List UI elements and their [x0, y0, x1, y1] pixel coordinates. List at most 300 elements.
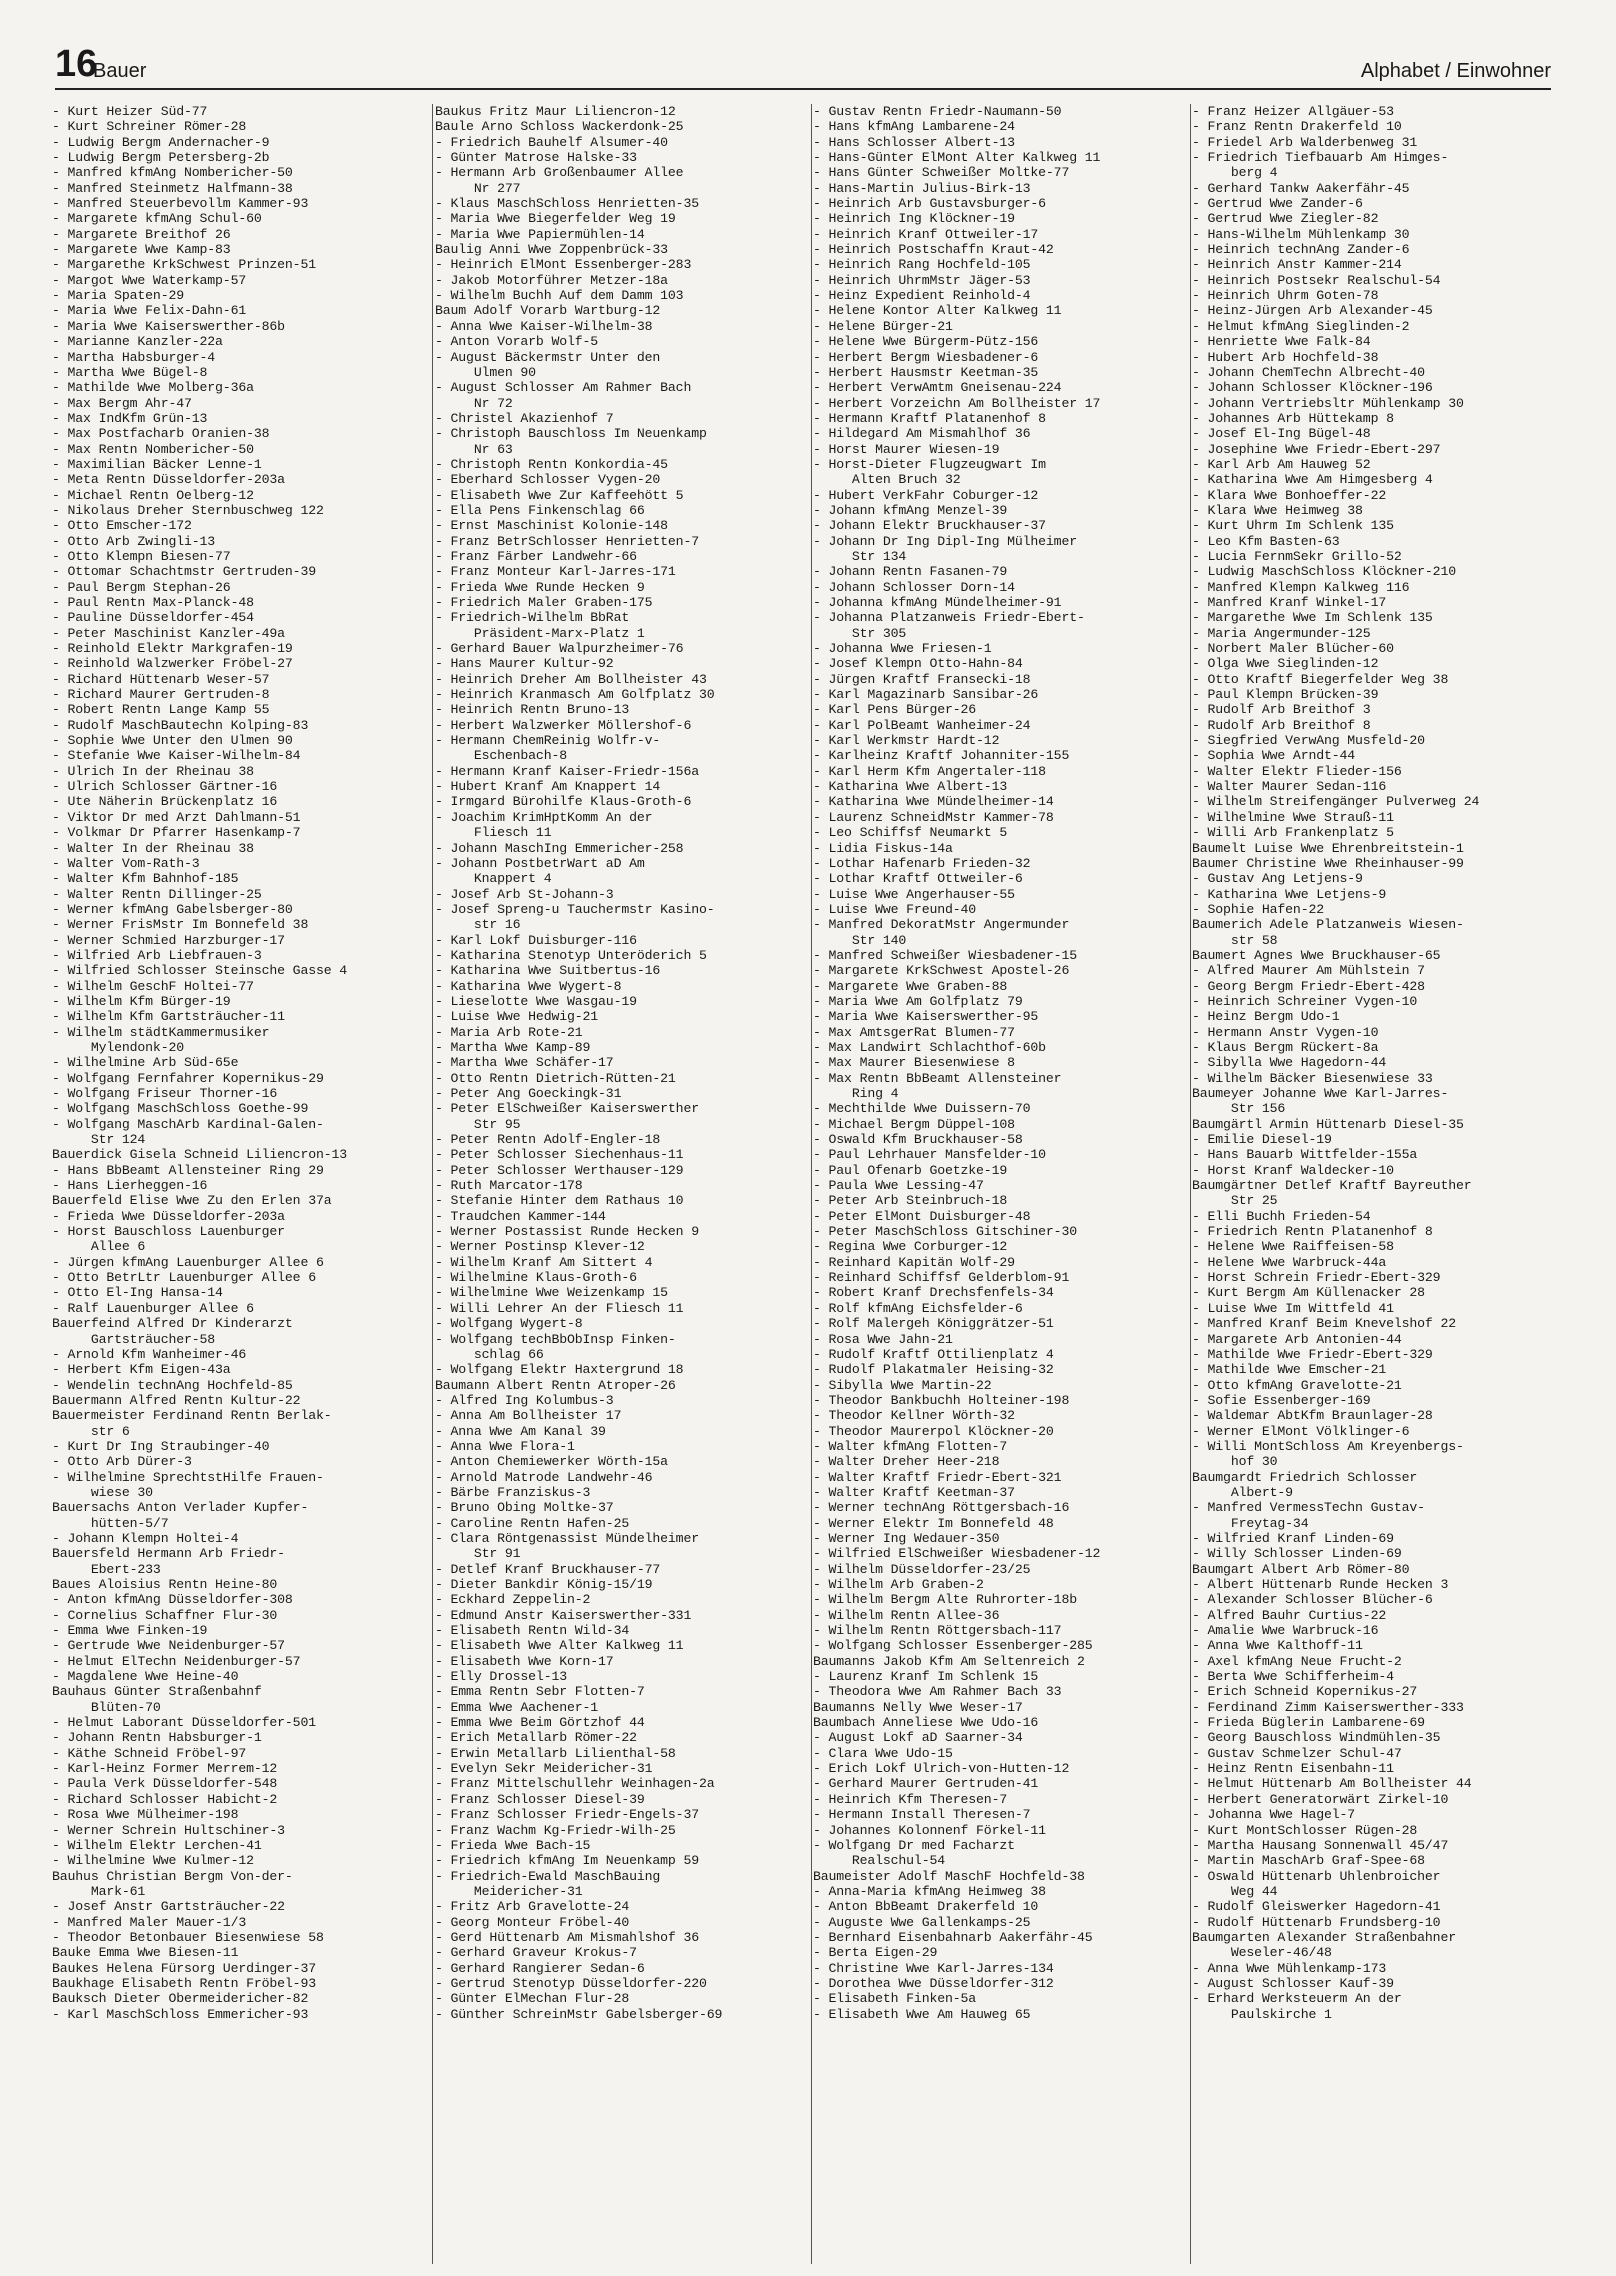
directory-entry: - Wilfried Kranf Linden-69 [1192, 1530, 1394, 1546]
directory-entry: - Heinz Rentn Eisenbahn-11 [1192, 1761, 1394, 1777]
directory-entry: - Karl Magazinarb Sansibar-26 [813, 687, 1039, 703]
directory-entry: - Wilhelmine Klaus-Groth-6 [435, 1270, 637, 1286]
directory-entry: - Maria Angermunder-125 [1192, 625, 1371, 641]
directory-entry: - Heinrich Rentn Bruno-13 [435, 702, 630, 718]
directory-entry: str 6 [52, 1423, 130, 1439]
directory-entry: - Walter Kraftf Keetman-37 [813, 1484, 1015, 1500]
directory-entry: - Irmgard Bürohilfe Klaus-Groth-6 [435, 794, 692, 810]
directory-entry: Baumert Agnes Wwe Bruckhauser-65 [1192, 947, 1441, 963]
directory-entry: berg 4 [1192, 165, 1278, 181]
directory-entry: - Johannes Kolonnenf Förkel-11 [813, 1822, 1046, 1838]
directory-entry: - Lothar Hafenarb Frieden-32 [813, 855, 1031, 871]
directory-entry: - Eberhard Schlosser Vygen-20 [435, 472, 661, 488]
directory-entry: - Hubert VerkFahr Coburger-12 [813, 487, 1039, 503]
directory-entry: - Katharina Wwe Suitbertus-16 [435, 963, 661, 979]
directory-entry: - Katharina Wwe Mündelheimer-14 [813, 794, 1054, 810]
directory-entry: - Wilhelmine Wwe Weizenkamp 15 [435, 1285, 668, 1301]
directory-entry: - Herbert Walzwerker Möllershof-6 [435, 717, 692, 733]
directory-entry: Weseler-46/48 [1192, 1945, 1332, 1961]
directory-entry: - Horst Schrein Friedr-Ebert-329 [1192, 1270, 1441, 1286]
directory-entry: - Edmund Anstr Kaiserswerther-331 [435, 1607, 692, 1623]
directory-entry: Nr 277 [435, 180, 521, 196]
directory-column-1 [52, 104, 424, 2264]
directory-entry: Baule Arno Schloss Wackerdonk-25 [435, 119, 684, 135]
directory-entry: - Emilie Diesel-19 [1192, 1132, 1332, 1148]
directory-entry: - Rosa Wwe Jahn-21 [813, 1331, 953, 1347]
directory-entry: - Leo Schiffsf Neumarkt 5 [813, 825, 1008, 841]
directory-entry: - Nikolaus Dreher Sternbuschweg 122 [52, 502, 324, 518]
directory-entry: - Katharina Wwe Albert-13 [813, 779, 1008, 795]
directory-entry: - Helene Wwe Raiffeisen-58 [1192, 1239, 1394, 1255]
directory-entry: - Friedrich Maler Graben-175 [435, 595, 653, 610]
directory-entry: - Christoph Bauschloss Im Neuenkamp [435, 426, 707, 442]
directory-entry: - Manfred Klempn Kalkweg 116 [1192, 579, 1410, 595]
directory-entry: - Heinrich Dreher Am Bollheister 43 [435, 671, 707, 687]
directory-entry: Nr 63 [435, 441, 513, 457]
directory-entry: - Wilhelm Rentn Röttgersbach-117 [813, 1623, 1062, 1639]
directory-entry: - Wilhelm Kranf Am Sittert 4 [435, 1254, 653, 1270]
directory-entry: - Anna Wwe Kaiser-Wilhelm-38 [435, 318, 653, 334]
directory-entry: - Peter MaschSchloss Gitschiner-30 [813, 1224, 1077, 1240]
directory-entry: Allee 6 [52, 1239, 146, 1255]
directory-entry: - Hermann Kranf Kaiser-Friedr-156a [435, 763, 699, 779]
directory-entry: - Theodor Maurerpol Klöckner-20 [813, 1423, 1054, 1439]
directory-entry: - Alfred Bauhr Curtius-22 [1192, 1607, 1387, 1623]
directory-entry: - Werner kfmAng Gabelsberger-80 [52, 901, 293, 917]
directory-entry: Nr 72 [435, 395, 513, 411]
directory-entry: - Elli Buchh Frieden-54 [1192, 1208, 1371, 1224]
directory-entry: - Michael Rentn Oelberg-12 [52, 487, 254, 503]
directory-entry: - Paul Bergm Stephan-26 [52, 579, 231, 595]
directory-entry: - Anna Wwe Am Kanal 39 [435, 1423, 606, 1439]
directory-entry: Str 91 [435, 1546, 521, 1562]
directory-entry: - Reinhard Schiffsf Gelderblom-91 [813, 1270, 1070, 1286]
directory-entry: - Kurt Heizer Süd-77 [52, 104, 208, 119]
directory-entry: hütten-5/7 [52, 1515, 169, 1531]
directory-entry: - Sophie Wwe Unter den Ulmen 90 [52, 733, 293, 749]
directory-entry: Präsident-Marx-Platz 1 [435, 625, 645, 641]
directory-entry: - Gerhard Rangierer Sedan-6 [435, 1960, 645, 1976]
directory-entry: - Manfred Steinmetz Halfmann-38 [52, 180, 293, 196]
directory-entry: - Wilhelm Arb Graben-2 [813, 1577, 984, 1592]
directory-entry: - Frieda Wwe Düsseldorfer-203a [52, 1208, 285, 1224]
directory-entry: - August Schlosser Am Rahmer Bach [435, 380, 692, 396]
directory-entry: - Bruno Obing Moltke-37 [435, 1500, 614, 1516]
directory-entry: - Lieselotte Wwe Wasgau-19 [435, 993, 637, 1009]
directory-entry: - Manfred DekoratMstr Angermunder [813, 917, 1070, 933]
directory-entry: - Frieda Büglerin Lambarene-69 [1192, 1715, 1425, 1731]
directory-entry: Baumeyer Johanne Wwe Karl-Jarres- [1192, 1086, 1449, 1101]
directory-entry: - Walter kfmAng Flotten-7 [813, 1438, 1008, 1454]
directory-entry: Fliesch 11 [435, 825, 552, 841]
directory-entry: - Heinrich Schreiner Vygen-10 [1192, 993, 1418, 1009]
directory-entry: - Maximilian Bäcker Lenne-1 [52, 456, 262, 472]
directory-entry: - Hans Maurer Kultur-92 [435, 656, 614, 672]
header-rule [55, 88, 1551, 90]
directory-entry: - Laurenz SchneidMstr Kammer-78 [813, 809, 1054, 825]
directory-entry: hof 30 [1192, 1454, 1278, 1470]
directory-entry: - Margarethe Wwe Im Schlenk 135 [1192, 610, 1433, 626]
directory-entry: - Sophia Wwe Arndt-44 [1192, 748, 1356, 764]
directory-entry: Bauke Emma Wwe Biesen-11 [52, 1945, 239, 1961]
directory-entry: - Johann Klempn Holtei-4 [52, 1530, 239, 1546]
directory-entry: - Walter Rentn Dillinger-25 [52, 886, 262, 902]
directory-entry: - Johann Elektr Bruckhauser-37 [813, 518, 1046, 534]
directory-entry: - Anna-Maria kfmAng Heimweg 38 [813, 1883, 1046, 1899]
directory-entry: - Johann kfmAng Menzel-39 [813, 502, 1008, 518]
directory-entry: - Siegfried VerwAng Musfeld-20 [1192, 733, 1425, 749]
directory-entry: - Mathilde Wwe Emscher-21 [1192, 1362, 1387, 1378]
directory-entry: - Gustav Rentn Friedr-Naumann-50 [813, 104, 1062, 119]
directory-entry: - Klaus Bergm Rückert-8a [1192, 1039, 1379, 1055]
directory-entry: - Johann Rentn Fasanen-79 [813, 564, 1008, 580]
directory-entry: - Heinrich Kranf Ottweiler-17 [813, 226, 1039, 242]
directory-entry: - Peter Schlosser Werthauser-129 [435, 1162, 684, 1178]
directory-entry: - Lucia FernmSekr Grillo-52 [1192, 548, 1402, 564]
directory-entry: - Wolfgang Fernfahrer Kopernikus-29 [52, 1070, 324, 1086]
directory-entry: - Ralf Lauenburger Allee 6 [52, 1300, 254, 1316]
directory-entry: - Heinrich Rang Hochfeld-105 [813, 257, 1031, 273]
directory-entry: - Rudolf MaschBautechn Kolping-83 [52, 717, 309, 733]
directory-entry: - Emma Wwe Beim Görtzhof 44 [435, 1715, 645, 1731]
directory-entry: - Wolfgang Dr med Facharzt [813, 1837, 1015, 1853]
directory-entry: - Horst Kranf Waldecker-10 [1192, 1162, 1394, 1178]
directory-entry: - Hubert Kranf Am Knappert 14 [435, 779, 661, 795]
directory-entry: - Werner Schrein Hultschiner-3 [52, 1822, 285, 1838]
directory-entry: - Frieda Wwe Bach-15 [435, 1837, 591, 1853]
directory-entry: - Eckhard Zeppelin-2 [435, 1592, 591, 1608]
directory-entry: - Martha Hausang Sonnenwall 45/47 [1192, 1837, 1449, 1853]
directory-entry: Weg 44 [1192, 1883, 1278, 1899]
directory-entry: - Wolfgang MaschSchloss Goethe-99 [52, 1101, 309, 1117]
directory-entry: - Josephine Wwe Friedr-Ebert-297 [1192, 441, 1441, 457]
directory-entry: Baukhage Elisabeth Rentn Fröbel-93 [52, 1975, 316, 1991]
directory-entry: - Kurt Uhrm Im Schlenk 135 [1192, 518, 1394, 534]
directory-entry: Bauhus Christian Bergm Von-der- [52, 1868, 293, 1884]
directory-entry: Bauerfeind Alfred Dr Kinderarzt [52, 1316, 293, 1332]
directory-entry: Baukes Helena Fürsorg Uerdinger-37 [52, 1960, 316, 1976]
directory-entry: - Heinrich Kfm Theresen-7 [813, 1791, 1008, 1807]
directory-entry: - Martha Habsburger-4 [52, 349, 216, 365]
directory-entry: - Rudolf Gleiswerker Hagedorn-41 [1192, 1899, 1441, 1915]
directory-entry: - Ludwig Bergm Andernacher-9 [52, 134, 270, 150]
directory-entry: - Anton kfmAng Düsseldorfer-308 [52, 1592, 293, 1608]
directory-entry: - Elisabeth Wwe Alter Kalkweg 11 [435, 1638, 684, 1654]
directory-entry: Bauksch Dieter Obermeidericher-82 [52, 1991, 309, 2007]
directory-entry: - Wilhelm Kfm Gartsträucher-11 [52, 1009, 285, 1025]
directory-entry: - Helene Wwe Bürgerm-Pütz-156 [813, 334, 1039, 350]
directory-entry: - Robert Kranf Drechsfenfels-34 [813, 1285, 1054, 1301]
directory-entry: - Lothar Kraftf Ottweiler-6 [813, 871, 1023, 887]
directory-entry: - Friedrich Rentn Platanenhof 8 [1192, 1224, 1433, 1240]
directory-entry: - Gerhard Tankw Aakerfähr-45 [1192, 180, 1410, 196]
directory-entry: - Willi Lehrer An der Fliesch 11 [435, 1300, 684, 1316]
directory-entry: - Elisabeth Wwe Korn-17 [435, 1653, 614, 1669]
directory-entry: - Oswald Hüttenarb Uhlenbroicher [1192, 1868, 1441, 1884]
directory-entry: - Franz Schlosser Friedr-Engels-37 [435, 1807, 699, 1823]
directory-entry: - Alexander Schlosser Blücher-6 [1192, 1592, 1433, 1608]
directory-entry: - Heinrich Anstr Kammer-214 [1192, 257, 1402, 273]
directory-entry: - Martin MaschArb Graf-Spee-68 [1192, 1853, 1425, 1869]
directory-entry: - Martha Wwe Bügel-8 [52, 364, 208, 380]
directory-entry: - Margot Wwe Waterkamp-57 [52, 272, 247, 288]
directory-entry: - Mechthilde Wwe Duissern-70 [813, 1101, 1031, 1117]
directory-entry: Baumanns Nelly Wwe Weser-17 [813, 1699, 1023, 1715]
directory-entry: - Mathilde Wwe Molberg-36a [52, 380, 254, 396]
directory-entry: Bauhaus Günter Straßenbahnf [52, 1684, 262, 1700]
page-header [55, 42, 1551, 90]
directory-entry: - Heinrich Postschaffn Kraut-42 [813, 242, 1054, 258]
directory-entry: - Ottomar Schachtmstr Gertruden-39 [52, 564, 316, 580]
directory-entry: - Hermann Anstr Vygen-10 [1192, 1024, 1379, 1040]
directory-entry: Baumgärtner Detlef Kraftf Bayreuther [1192, 1178, 1472, 1194]
directory-entry: - Friedrich Bauhelf Alsumer-40 [435, 134, 668, 150]
directory-entry: - Karl Lokf Duisburger-116 [435, 932, 637, 948]
directory-entry: - Hans kfmAng Lambarene-24 [813, 119, 1015, 135]
directory-entry: - Karl Pens Bürger-26 [813, 702, 977, 718]
directory-entry: - Margarethe KrkSchwest Prinzen-51 [52, 257, 316, 273]
directory-entry: - Christoph Rentn Konkordia-45 [435, 456, 668, 472]
directory-entry: - Clara Wwe Udo-15 [813, 1745, 953, 1761]
directory-entry: - Katharina Wwe Am Himgesberg 4 [1192, 472, 1433, 488]
directory-entry: - Johann Dr Ing Dipl-Ing Mülheimer [813, 533, 1077, 549]
directory-entry: - Luise Wwe Im Wittfeld 41 [1192, 1300, 1394, 1316]
directory-entry: - Traudchen Kammer-144 [435, 1208, 606, 1224]
directory-entry: Albert-9 [1192, 1484, 1293, 1500]
directory-entry: - Manfred Maler Mauer-1/3 [52, 1914, 247, 1930]
directory-entry: - Wilhelm Rentn Allee-36 [813, 1607, 1000, 1623]
directory-entry: - Erich Lokf Ulrich-von-Hutten-12 [813, 1761, 1070, 1777]
directory-entry: - Johann MaschIng Emmericher-258 [435, 840, 684, 856]
directory-entry: - Wilhelm Bergm Alte Ruhrorter-18b [813, 1592, 1077, 1608]
directory-column-2 [435, 104, 807, 2264]
directory-entry: - Margarete Wwe Graben-88 [813, 978, 1008, 994]
directory-entry: Str 124 [52, 1132, 146, 1148]
directory-entry: - Helmut Hüttenarb Am Bollheister 44 [1192, 1776, 1472, 1792]
directory-entry: - Wilhelm GeschF Holtei-77 [52, 978, 254, 994]
directory-entry: - Manfred VermessTechn Gustav- [1192, 1500, 1425, 1516]
directory-entry: - Norbert Maler Blücher-60 [1192, 641, 1394, 657]
directory-entry: - Werner Schmied Harzburger-17 [52, 932, 285, 948]
directory-entry: - Jakob Motorführer Metzer-18a [435, 272, 668, 288]
directory-entry: - Emma Wwe Aachener-1 [435, 1699, 599, 1715]
directory-entry: - Emma Rentn Sebr Flotten-7 [435, 1684, 645, 1700]
directory-entry: - Heinrich Postsekr Realschul-54 [1192, 272, 1441, 288]
directory-entry: - Hans-Wilhelm Mühlenkamp 30 [1192, 226, 1410, 242]
directory-entry: - Maria Wwe Am Golfplatz 79 [813, 993, 1023, 1009]
directory-entry: - Peter ElMont Duisburger-48 [813, 1208, 1031, 1224]
directory-entry: - Herbert Generatorwärt Zirkel-10 [1192, 1791, 1449, 1807]
directory-entry: - Willi Arb Frankenplatz 5 [1192, 825, 1394, 841]
directory-entry: - Reinhard Kapitän Wolf-29 [813, 1254, 1015, 1270]
directory-entry: - Laurenz Kranf Im Schlenk 15 [813, 1669, 1039, 1685]
directory-entry: - Olga Wwe Sieglinden-12 [1192, 656, 1379, 672]
directory-entry: - Margarete Breithof 26 [52, 226, 231, 242]
directory-entry: - Rolf Malergeh Königgrätzer-51 [813, 1316, 1054, 1332]
directory-entry: - Maria Wwe Kaiserswerther-86b [52, 318, 285, 334]
directory-entry: - Johann ChemTechn Albrecht-40 [1192, 364, 1425, 380]
directory-entry: schlag 66 [435, 1346, 544, 1362]
directory-entry: - Peter Rentn Adolf-Engler-18 [435, 1132, 661, 1148]
directory-entry: Ring 4 [813, 1086, 899, 1101]
directory-entry: Baulig Anni Wwe Zoppenbrück-33 [435, 242, 668, 258]
directory-entry: - Paula Wwe Lessing-47 [813, 1178, 984, 1194]
directory-entry: Baumgardt Friedrich Schlosser [1192, 1469, 1418, 1485]
directory-entry: - Herbert Bergm Wiesbadener-6 [813, 349, 1039, 365]
directory-entry: - Magdalene Wwe Heine-40 [52, 1669, 239, 1685]
directory-entry: - Max Maurer Biesenwiese 8 [813, 1055, 1015, 1071]
directory-entry: - Karl Werkmstr Hardt-12 [813, 733, 1000, 749]
directory-entry: - Rudolf Hüttenarb Frundsberg-10 [1192, 1914, 1441, 1930]
directory-entry: - Wilhelmine Arb Süd-65e [52, 1055, 239, 1071]
directory-entry: Mylendonk-20 [52, 1039, 184, 1055]
directory-entry: - Georg Bergm Friedr-Ebert-428 [1192, 978, 1425, 994]
directory-entry: - Ulrich In der Rheinau 38 [52, 763, 254, 779]
directory-entry: - Paul Ofenarb Goetzke-19 [813, 1162, 1008, 1178]
directory-entry: - Luise Wwe Hedwig-21 [435, 1009, 599, 1025]
directory-entry: - Otto BetrLtr Lauenburger Allee 6 [52, 1270, 316, 1286]
directory-entry: - Max Landwirt Schlachthof-60b [813, 1039, 1046, 1055]
directory-entry: - Erich Metallarb Römer-22 [435, 1730, 637, 1746]
directory-entry: - Gertrude Wwe Neidenburger-57 [52, 1638, 285, 1654]
directory-entry: - Ute Näherin Brückenplatz 16 [52, 794, 278, 810]
directory-entry: - Manfred Steuerbevollm Kammer-93 [52, 196, 309, 212]
directory-entry: - Hildegard Am Mismahlhof 36 [813, 426, 1031, 442]
directory-entry: - Georg Monteur Fröbel-40 [435, 1914, 630, 1930]
directory-entry: - Johannes Arb Hüttekamp 8 [1192, 410, 1394, 426]
directory-entry: - Peter Schlosser Siechenhaus-11 [435, 1147, 684, 1163]
directory-entry: - Otto Kraftf Biegerfelder Weg 38 [1192, 671, 1449, 687]
directory-entry: - Theodor Betonbauer Biesenwiese 58 [52, 1929, 324, 1945]
directory-entry: Baumbach Anneliese Wwe Udo-16 [813, 1715, 1039, 1731]
directory-entry: - Hans Bauarb Wittfelder-155a [1192, 1147, 1418, 1163]
directory-entry: - Wilfried Arb Liebfrauen-3 [52, 947, 262, 963]
directory-entry: - Ludwig Bergm Petersberg-2b [52, 150, 270, 166]
directory-entry: - Klaus MaschSchloss Henrietten-35 [435, 196, 699, 212]
directory-entry: - Dorothea Wwe Düsseldorfer-312 [813, 1975, 1054, 1991]
directory-entry: - Heinrich Uhrm Goten-78 [1192, 288, 1379, 304]
directory-entry: - Gertrud Stenotyp Düsseldorfer-220 [435, 1975, 707, 1991]
directory-entry: Baumeister Adolf MaschF Hochfeld-38 [813, 1868, 1085, 1884]
directory-entry: - Bärbe Franziskus-3 [435, 1484, 591, 1500]
directory-entry: - Amalie Wwe Warbruck-16 [1192, 1623, 1379, 1639]
directory-entry: - Wolfgang Schlosser Essenberger-285 [813, 1638, 1093, 1654]
directory-entry: - Richard Maurer Gertruden-8 [52, 687, 270, 703]
directory-entry: Baumerich Adele Platzanweis Wiesen- [1192, 917, 1464, 933]
directory-entry: - Manfred Schweißer Wiesbadener-15 [813, 947, 1077, 963]
directory-entry: - Maria Wwe Felix-Dahn-61 [52, 303, 247, 319]
directory-entry: - Gustav Schmelzer Schul-47 [1192, 1745, 1402, 1761]
directory-entry: - Werner technAng Röttgersbach-16 [813, 1500, 1070, 1516]
directory-entry: - Kurt MontSchlosser Rügen-28 [1192, 1822, 1418, 1838]
directory-entry: - Erwin Metallarb Lilienthal-58 [435, 1745, 676, 1761]
directory-entry: - Maria Arb Rote-21 [435, 1024, 583, 1040]
directory-entry: - Hans-Günter ElMont Alter Kalkweg 11 [813, 150, 1101, 166]
directory-entry: - Hermann ChemReinig Wolfr-v- [435, 733, 661, 749]
directory-entry: - Gertrud Wwe Zander-6 [1192, 196, 1363, 212]
directory-entry: - Karl Herm Kfm Angertaler-118 [813, 763, 1046, 779]
directory-entry: - Peter ElSchweißer Kaiserswerther [435, 1101, 699, 1117]
directory-entry: - Otto kfmAng Gravelotte-21 [1192, 1377, 1402, 1393]
directory-entry: - Karl Arb Am Hauweg 52 [1192, 456, 1371, 472]
directory-entry: - Helmut Laborant Düsseldorfer-501 [52, 1715, 316, 1731]
directory-entry: - Wilfried Schlosser Steinsche Gasse 4 [52, 963, 348, 979]
directory-entry: - Arnold Matrode Landwehr-46 [435, 1469, 653, 1485]
directory-entry: - Leo Kfm Basten-63 [1192, 533, 1340, 549]
directory-entry: - Rudolf Arb Breithof 8 [1192, 717, 1371, 733]
directory-entry: - Alfred Maurer Am Mühlstein 7 [1192, 963, 1425, 979]
directory-entry: - Herbert Hausmstr Keetman-35 [813, 364, 1039, 380]
directory-entry: - Walter Maurer Sedan-116 [1192, 779, 1387, 795]
directory-entry: - Luise Wwe Freund-40 [813, 901, 977, 917]
directory-entry: - Ruth Marcator-178 [435, 1178, 583, 1194]
directory-entry: - Josef Spreng-u Tauchermstr Kasino- [435, 901, 715, 917]
directory-entry: - Peter Maschinist Kanzler-49a [52, 625, 285, 641]
directory-entry: - Margarete Arb Antonien-44 [1192, 1331, 1402, 1347]
directory-entry: - Elisabeth Finken-5a [813, 1991, 977, 2007]
directory-entry: - Rolf kfmAng Eichsfelder-6 [813, 1300, 1023, 1316]
directory-entry: - Bernhard Eisenbahnarb Aakerfähr-45 [813, 1929, 1093, 1945]
directory-entry: - Erhard Werksteuerm An der [1192, 1991, 1402, 2007]
directory-entry: wiese 30 [52, 1484, 153, 1500]
directory-entry: - Anton BbBeamt Drakerfeld 10 [813, 1899, 1039, 1915]
page-number: 16 [55, 43, 98, 85]
directory-entry: - Paul Lehrhauer Mansfelder-10 [813, 1147, 1046, 1163]
directory-entry: - August Lokf aD Saarner-34 [813, 1730, 1023, 1746]
directory-entry: - Wilhelm Streifengänger Pulverweg 24 [1192, 794, 1480, 810]
directory-entry: - Johann Rentn Habsburger-1 [52, 1730, 262, 1746]
directory-entry: - Wilhelm städtKammermusiker [52, 1024, 270, 1040]
directory-entry: - Elisabeth Wwe Am Hauweg 65 [813, 2006, 1031, 2022]
directory-entry: - Caroline Rentn Hafen-25 [435, 1515, 630, 1531]
directory-entry: Blüten-70 [52, 1699, 161, 1715]
directory-entry: Baumelt Luise Wwe Ehrenbreitstein-1 [1192, 840, 1464, 856]
directory-entry: - Anton Chemiewerker Wörth-15a [435, 1454, 668, 1470]
directory-entry: - Wilhelm Elektr Lerchen-41 [52, 1837, 262, 1853]
directory-entry: - Fritz Arb Gravelotte-24 [435, 1899, 630, 1915]
directory-entry: - Johanna kfmAng Mündelheimer-91 [813, 595, 1062, 610]
directory-entry: - Margarete Wwe Kamp-83 [52, 242, 231, 258]
directory-entry: - Willy Schlosser Linden-69 [1192, 1546, 1402, 1562]
directory-entry: - Otto Klempn Biesen-77 [52, 548, 231, 564]
directory-entry: - Wolfgang techBbObInsp Finken- [435, 1331, 676, 1347]
directory-entry: - Werner Postassist Runde Hecken 9 [435, 1224, 699, 1240]
directory-entry: - Kurt Bergm Am Küllenacker 28 [1192, 1285, 1425, 1301]
directory-entry: - Wendelin technAng Hochfeld-85 [52, 1377, 293, 1393]
directory-entry: - Alfred Ing Kolumbus-3 [435, 1392, 614, 1408]
directory-entry: Baues Aloisius Rentn Heine-80 [52, 1577, 278, 1592]
directory-entry: - Hubert Arb Hochfeld-38 [1192, 349, 1379, 365]
directory-entry: - Gustav Ang Letjens-9 [1192, 871, 1363, 887]
directory-entry: - Wolfgang Wygert-8 [435, 1316, 583, 1332]
directory-entry: - Margarete kfmAng Schul-60 [52, 211, 262, 227]
directory-entry: - Max AmtsgerRat Blumen-77 [813, 1024, 1015, 1040]
directory-entry: - Wolfgang MaschArb Kardinal-Galen- [52, 1116, 324, 1132]
directory-entry: - Herbert Vorzeichn Am Bollheister 17 [813, 395, 1101, 411]
directory-entry: - Sofie Essenberger-169 [1192, 1392, 1371, 1408]
directory-entry: - Franz Färber Landwehr-66 [435, 548, 637, 564]
directory-entry: Str 134 [813, 548, 907, 564]
directory-entry: - Oswald Kfm Bruckhauser-58 [813, 1132, 1023, 1148]
directory-entry: - August Schlosser Kauf-39 [1192, 1975, 1394, 1991]
directory-entry: - Anna Wwe Flora-1 [435, 1438, 575, 1454]
directory-entry: - Regina Wwe Corburger-12 [813, 1239, 1008, 1255]
directory-entry: - Dieter Bankdir König-15/19 [435, 1577, 653, 1592]
directory-entry: - Rudolf Arb Breithof 3 [1192, 702, 1371, 718]
directory-entry: Baumanns Jakob Kfm Am Seltenreich 2 [813, 1653, 1085, 1669]
directory-entry: - Jürgen kfmAng Lauenburger Allee 6 [52, 1254, 324, 1270]
directory-entry: - Franz Monteur Karl-Jarres-171 [435, 564, 676, 580]
